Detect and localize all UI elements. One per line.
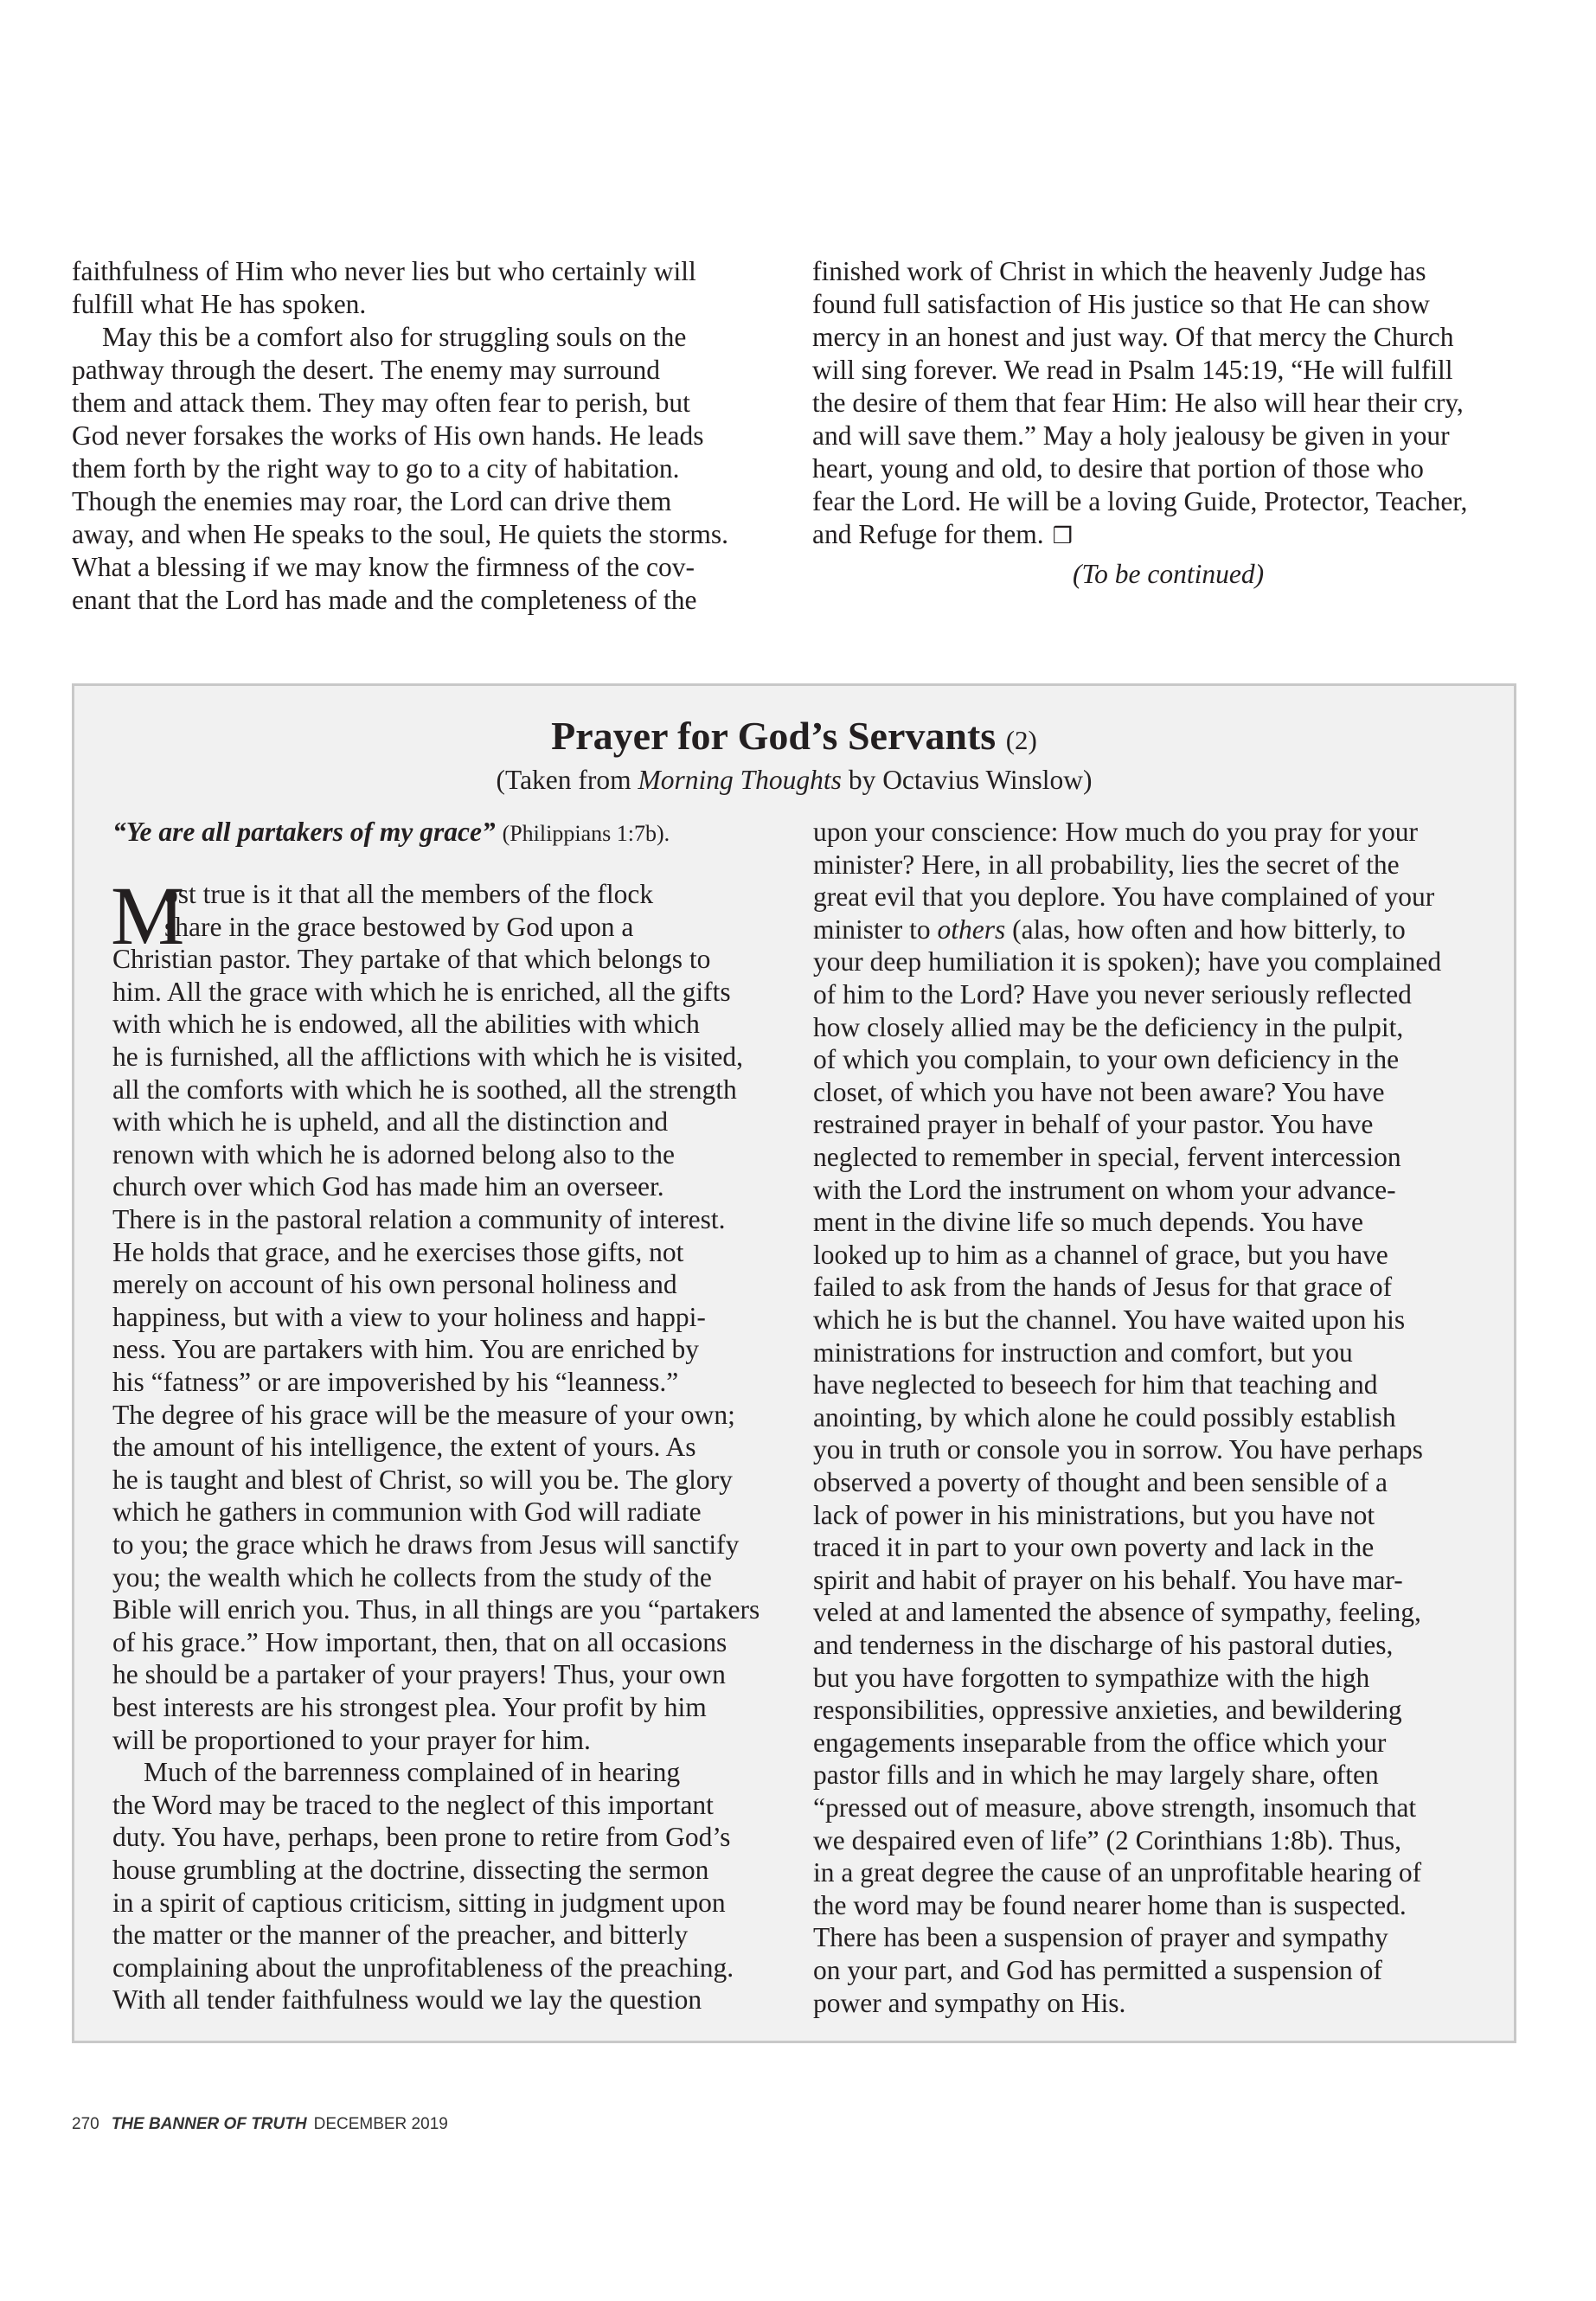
box-right-line [813, 1889, 1407, 1922]
top-right-line-text: heart, young and old, to desire that portion of those who [812, 453, 1424, 484]
subtitle-prefix: (Taken from [496, 765, 638, 795]
article-title [74, 712, 1514, 765]
top-left-line [72, 485, 671, 518]
box-right-line [813, 1987, 1125, 2020]
box-right-line [813, 1174, 1396, 1207]
box-right-line [813, 1043, 1399, 1076]
box-left-line [164, 911, 633, 944]
box-right-line-text: There has been a suspension of prayer and sympathy [813, 1922, 1388, 1953]
box-right-line [813, 913, 1406, 946]
box-left-line [144, 1756, 680, 1789]
box-left-line [112, 1593, 760, 1626]
box-left-line [112, 1952, 734, 1984]
box-left-line-text: ost true is it that all the members of the flock [164, 879, 654, 909]
box-left-line-text: happiness, but with a view to your holiness and happi- [112, 1301, 706, 1332]
box-right-line-text: the word may be found nearer home than is suspected. [813, 1889, 1407, 1920]
article-title-text: Prayer for God’s Servants [551, 714, 997, 758]
box-left-line [112, 1496, 702, 1529]
issue-date: DECEMBER 2019 [313, 2115, 448, 2133]
box-left-line-text: ness. You are partakers with him. You are enriched by [112, 1334, 700, 1365]
box-left-line-text: the matter or the manner of the preacher, and bitterly [112, 1920, 689, 1951]
top-right-line [812, 420, 1450, 452]
top-left-line [72, 255, 696, 288]
box-right-line-text: of which you complain, to your own deficiency in the [813, 1044, 1400, 1075]
to-be-continued: (To be continued) [1073, 559, 1265, 589]
box-left-line [112, 1170, 664, 1203]
box-left-line [112, 1821, 730, 1854]
top-right-line-text: will sing forever. We read in Psalm 145:19, “He will fulfill [812, 355, 1453, 385]
box-right-line [813, 1694, 1402, 1727]
top-left-line-text: pathway through the desert. The enemy may surround [72, 355, 660, 385]
box-left-line-text: you; the wealth which he collects from the study of the [112, 1561, 712, 1593]
box-right-line [813, 1336, 1353, 1369]
box-left-line-text: to you; the grace which he draws from Jesus will sanctify [112, 1529, 740, 1560]
box-left-line-text: in a spirit of captious criticism, sitting in judgment upon [112, 1887, 726, 1918]
top-right-line-text: and Refuge for them. [812, 519, 1044, 549]
box-right-line-text: great evil that you deplore. You have complained of your [813, 881, 1435, 913]
box-right-line [813, 1856, 1421, 1889]
magazine-name: THE BANNER OF TRUTH [111, 2115, 307, 2133]
top-left-line-text: Though the enemies may roar, the Lord can drive them [72, 486, 672, 516]
box-right-line-text: and tenderness in the discharge of his pastoral duties, [813, 1630, 1394, 1660]
sidebar-article-box [72, 683, 1516, 2043]
box-left-line [112, 1431, 695, 1464]
box-right-line-text: we despaired even of life” (2 Corinthians 1:8b). Thus, [813, 1824, 1401, 1856]
box-right-line-text: you in truth or console you in sorrow. You have perhaps [813, 1434, 1423, 1465]
box-left-line [112, 1333, 699, 1366]
box-left-line-text: complaining about the unprofitableness of the preaching. [112, 1952, 734, 1983]
box-right-line-text: restrained prayer in behalf of your pastor. You have [813, 1109, 1374, 1140]
top-right-line [812, 387, 1464, 420]
box-right-line [813, 881, 1434, 913]
box-right-line [813, 1271, 1392, 1304]
box-left-line-text: the Word may be traced to the neglect of this important [112, 1789, 714, 1820]
article-part-number: (2) [1005, 725, 1037, 755]
box-left-line [112, 1789, 714, 1822]
box-left-line [112, 1658, 726, 1691]
top-left-line [72, 452, 679, 485]
top-left-line [72, 551, 695, 584]
box-right-line [813, 1727, 1386, 1759]
box-right-line-text: looked up to him as a channel of grace, but you have [813, 1239, 1388, 1270]
top-right-line-text: fear the Lord. He will be a loving Guide, Protector, Teacher, [812, 486, 1468, 516]
box-right-line [813, 1206, 1363, 1239]
top-left-line-text: them and attack them. They may often fear to perish, but [72, 388, 690, 418]
box-left-line-text: best interests are his strongest plea. Your profit by him [112, 1692, 707, 1722]
box-left-line-text: the amount of his intelligence, the extent of yours. As [112, 1432, 696, 1463]
box-right-line [813, 1368, 1377, 1401]
top-left-line [72, 387, 690, 420]
top-left-line-text: God never forsakes the works of His own hands. He leads [72, 420, 704, 451]
box-right-line [813, 1564, 1403, 1597]
box-left-line [112, 943, 710, 976]
box-right-line [813, 1954, 1382, 1987]
box-right-line-text: observed a poverty of thought and been sensible of a [813, 1467, 1388, 1497]
top-left-line [72, 518, 728, 551]
box-left-line-text: Much of the barrenness complained of in hearing [144, 1757, 681, 1788]
box-right-line-text: traced it in part to your own poverty and lack in the [813, 1532, 1375, 1563]
top-right-line [812, 485, 1467, 518]
box-left-line-text: church over which God has made him an overseer. [112, 1171, 664, 1202]
box-left-line-text: Christian pastor. They partake of that which belongs to [112, 944, 711, 975]
box-right-line [813, 978, 1412, 1011]
top-right-line [812, 518, 1073, 553]
top-left-line-text: faithfulness of Him who never lies but who certainly will [72, 256, 696, 286]
page-footer [72, 2115, 448, 2134]
box-right-line-text: with the Lord the instrument on whom your advance- [813, 1174, 1396, 1205]
box-left-line [112, 1919, 688, 1952]
box-left-line-text: house grumbling at the doctrine, dissecting the sermon [112, 1855, 709, 1885]
box-left-line [112, 1854, 708, 1887]
box-right-line-text: which he is but the channel. You have waited upon his [813, 1304, 1406, 1335]
box-right-line-text: neglected to remember in special, fervent intercession [813, 1142, 1401, 1172]
top-left-line-text: enant that the Lord has made and the completeness of the [72, 585, 697, 615]
box-right-line-text: upon your conscience: How much do you pray for your [813, 817, 1418, 847]
box-right-line [813, 1662, 1369, 1695]
box-left-line-text: share in the grace bestowed by God upon a [164, 911, 634, 942]
top-left-line-text: What a blessing if we may know the firmness of the cov- [72, 552, 695, 582]
box-left-line [112, 1106, 668, 1138]
box-left-line-text: will be proportioned to your prayer for him. [112, 1724, 591, 1755]
subtitle-author: by Octavius Winslow) [841, 765, 1093, 795]
box-right-line [813, 1629, 1393, 1662]
box-right-line-text: veled at and lamented the absence of sympathy, feeling, [813, 1597, 1421, 1628]
box-right-line-text: failed to ask from the hands of Jesus for that grace of [813, 1272, 1393, 1303]
box-left-line [112, 1691, 707, 1724]
box-right-line-text: power and sympathy on His. [813, 1987, 1126, 2018]
box-right-line [813, 1759, 1379, 1791]
top-left-line [72, 288, 366, 321]
box-right-line [813, 1531, 1374, 1564]
box-right-line-text: have neglected to beseech for him that teaching and [813, 1369, 1378, 1400]
box-right-line-text: of him to the Lord? Have you never seriously reflected [813, 979, 1412, 1009]
box-right-line [813, 1141, 1401, 1174]
box-left-line-text: him. All the grace with which he is enriched, all the gifts [112, 976, 731, 1007]
box-right-line-text: “pressed out of measure, above strength, insomuch that [813, 1792, 1417, 1823]
box-right-line [813, 1011, 1403, 1044]
top-right-line-text: finished work of Christ in which the heavenly Judge has [812, 256, 1426, 286]
box-left-line-text: duty. You have, perhaps, been prone to retire from God’s [112, 1822, 731, 1853]
box-right-line [813, 1596, 1421, 1629]
box-right-line-text: your deep humiliation it is spoken); have you complained [813, 946, 1442, 977]
box-left-line [112, 1529, 739, 1561]
box-left-line [112, 1268, 677, 1301]
box-right-line-text: on your part, and God has permitted a suspension of [813, 1955, 1382, 1985]
box-right-line-text: engagements inseparable from the office which your [813, 1727, 1387, 1758]
drop-cap: M [111, 869, 185, 962]
box-left-line [112, 1561, 712, 1594]
box-right-line [813, 945, 1441, 978]
box-left-line-text: he should be a partaker of your prayers! Thus, your own [112, 1659, 726, 1690]
box-left-line [112, 1464, 733, 1497]
box-left-line-text: of his grace.” How important, then, that on all occasions [112, 1626, 727, 1657]
top-left-line-text: away, and when He speaks to the soul, He quiets the storms. [72, 519, 729, 549]
epigraph-reference: (Philippians 1:7b). [502, 821, 670, 846]
top-right-line-text: and will save them.” May a holy jealousy be given in your [812, 420, 1450, 451]
end-of-article-mark: ❒ [1052, 523, 1073, 549]
box-right-line-text: (alas, how often and how bitterly, to [1005, 913, 1406, 945]
box-left-line-text: he is furnished, all the afflictions with which he is visited, [112, 1042, 744, 1072]
box-right-line [813, 1304, 1405, 1336]
box-right-line [813, 1433, 1423, 1466]
box-right-line-text: ment in the divine life so much depends. You have [813, 1207, 1364, 1238]
top-right-line [812, 321, 1454, 354]
box-right-line-text: but you have forgotten to sympathize with the high [813, 1662, 1370, 1693]
box-left-line-text: merely on account of his own personal holiness and [112, 1269, 677, 1300]
box-right-line-text: responsibilities, oppressive anxieties, and bewildering [813, 1695, 1402, 1726]
box-left-line [112, 1008, 700, 1041]
box-left-line [112, 976, 731, 1009]
box-right-line [813, 1791, 1416, 1824]
box-left-line [112, 1887, 726, 1920]
box-right-line-text: how closely allied may be the deficiency in the pulpit, [813, 1011, 1404, 1042]
box-right-line [813, 1401, 1396, 1434]
epigraph [112, 816, 670, 850]
epigraph-quote: “Ye are all partakers of my grace” [112, 817, 496, 847]
box-left-line [112, 1626, 727, 1659]
top-left-line [72, 354, 660, 387]
box-right-line [813, 1824, 1401, 1857]
box-left-line-text: There is in the pastoral relation a community of interest. [112, 1204, 726, 1234]
top-left-line [102, 321, 686, 354]
box-left-line-text: his “fatness” or are impoverished by his “leanness.” [112, 1367, 679, 1397]
emphasis-others: others [937, 913, 1006, 945]
top-right-line [812, 255, 1426, 288]
box-right-line-text: in a great degree the cause of an unprofitable hearing of [813, 1857, 1422, 1888]
box-right-line [813, 816, 1418, 849]
box-left-line [112, 1236, 683, 1269]
subtitle-book-title: Morning Thoughts [638, 765, 842, 795]
article-subtitle [74, 764, 1514, 797]
box-right-line [813, 1466, 1388, 1499]
box-left-line [112, 1984, 702, 2016]
box-right-line [813, 1108, 1373, 1141]
box-right-line [813, 1239, 1388, 1272]
box-left-line-text: with which he is upheld, and all the distinction and [112, 1106, 669, 1138]
top-left-line-text: May this be a comfort also for struggling souls on the [102, 322, 687, 352]
box-left-line [112, 1074, 737, 1106]
top-left-line-text: them forth by the right way to go to a city of habitation. [72, 453, 680, 484]
box-left-line-text: with which he is endowed, all the abilities with which [112, 1009, 700, 1040]
box-left-line-text: which he gathers in communion with God will radiate [112, 1497, 702, 1528]
top-left-line-text: fulfill what He has spoken. [72, 289, 367, 319]
box-left-line [112, 1724, 591, 1757]
box-right-line-text: closet, of which you have not been aware? You have [813, 1076, 1385, 1107]
box-left-line [112, 1399, 735, 1432]
box-left-line [164, 878, 653, 911]
box-right-line [813, 1921, 1388, 1954]
box-left-line-text: The degree of his grace will be the measure of your own; [112, 1399, 735, 1430]
top-right-line-text: mercy in an honest and just way. Of that mercy the Church [812, 322, 1454, 352]
box-right-line-text: spirit and habit of prayer on his behalf. You have mar- [813, 1564, 1403, 1595]
box-right-line-text: pastor fills and in which he may largely share, often [813, 1759, 1379, 1791]
box-right-line-text: anointing, by which alone he could possibly establish [813, 1401, 1396, 1433]
box-left-line-text: He holds that grace, and he exercises those gifts, not [112, 1236, 684, 1267]
box-left-line-text: Bible will enrich you. Thus, in all things are you “partakers [112, 1594, 760, 1625]
box-left-line-text: renown with which he is adorned belong also to the [112, 1138, 675, 1170]
box-right-line [813, 1499, 1375, 1532]
box-left-line-text: he is taught and blest of Christ, so will you be. The glory [112, 1464, 733, 1495]
box-left-line-text: all the comforts with which he is soothed, all the strength [112, 1074, 737, 1105]
box-left-line [112, 1041, 743, 1074]
box-right-line-text: minister? Here, in all probability, lies the secret of the [813, 849, 1400, 880]
box-left-line [112, 1203, 726, 1236]
box-left-line [112, 1301, 706, 1334]
box-right-line [813, 849, 1400, 881]
box-right-line-text: ministrations for instruction and comfort, but you [813, 1336, 1353, 1368]
box-right-line-text: minister to [813, 913, 938, 945]
top-left-line [72, 420, 703, 452]
top-right-line [812, 354, 1453, 387]
box-right-line-text: lack of power in his ministrations, but you have not [813, 1499, 1375, 1530]
box-right-line [813, 1076, 1384, 1109]
box-left-line [112, 1138, 675, 1171]
box-left-line-text: With all tender faithfulness would we lay the question [112, 1984, 702, 2016]
top-left-line [72, 584, 697, 617]
page-number: 270 [72, 2115, 99, 2133]
box-left-line [112, 1366, 678, 1399]
top-right-line-text: the desire of them that fear Him: He also will hear their cry, [812, 388, 1464, 418]
top-right-line-text: found full satisfaction of His justice so that He can show [812, 289, 1430, 319]
top-right-line [812, 452, 1424, 485]
top-right-line [812, 288, 1430, 321]
